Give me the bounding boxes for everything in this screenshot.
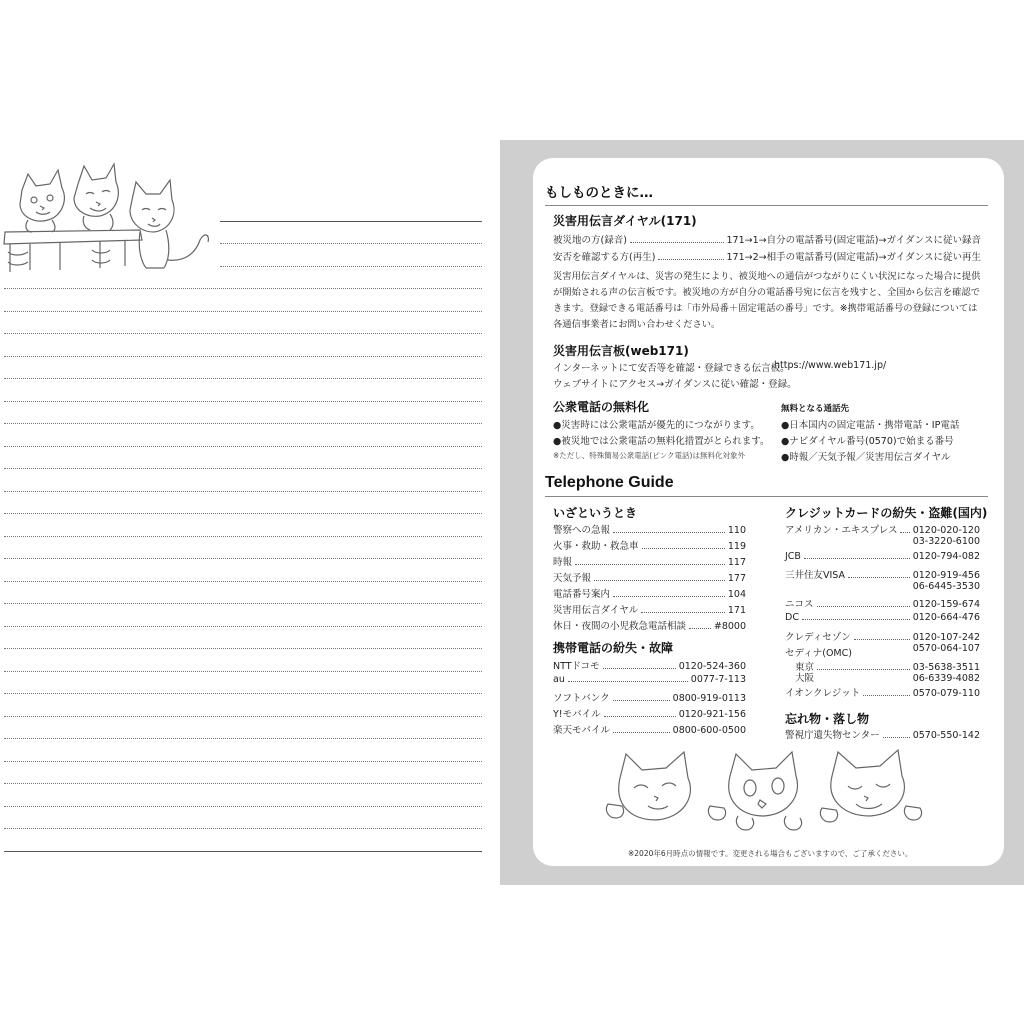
dial-title: 災害用伝言ダイヤル(171) [553,214,697,228]
free-calls-title: 無料となる通話先 [781,404,850,414]
saison-osaka: 大阪 06-6339-4082 [795,673,980,684]
rule-line [4,738,482,739]
rule-line [4,356,482,357]
credit-title: クレジットカードの紛失・盗難(国内) [785,506,988,520]
public-phone-note: ※ただし、特殊簡易公衆電話(ピンク電話)は無料化対象外 [553,451,745,460]
phone-entry: 火事・救助・救急車 119 [553,541,746,552]
public-phone-item: ●被災地では公衆電話の無料化措置がとられます。 [553,436,770,447]
rule-line [4,648,482,649]
phone-entry: クレディセゾン 0120-107-242 0570-064-107 [785,631,980,654]
rule-line [4,671,482,672]
emergency-title: もしものときに… [545,185,653,201]
footnote: ※2020年6月時点の情報です。変更される場合もございますので、ご了承ください。 [628,849,913,858]
phone-entry: 警察への急報 110 [553,525,746,536]
rule-line [4,626,482,627]
phone-entry: ニコス 0120-159-674 [785,598,980,610]
phone-entry: 電話番号案内 104 [553,589,746,600]
rule-line [4,513,482,514]
rule-line [4,446,482,447]
phone-entry: 三井住友VISA 0120-919-456 06-6445-3530 [785,570,980,592]
divider [545,205,988,206]
dial-row-record: 被災地の方(録音) 171→1→自分の電話番号(固定電話)→ガイダンスに従い録音 [553,235,981,246]
phone-entry: JCB 0120-794-082 [785,550,980,562]
rule-line [4,558,482,559]
rule-line [4,423,482,424]
rule-line [4,491,482,492]
phone-entry: NTTドコモ 0120-524-360 [553,661,746,672]
phone-entry: アメリカン・エキスプレス 0120-020-120 03-3220-6100 [785,525,980,547]
free-calls-item: ●日本国内の固定電話・携帯電話・IP電話 [781,420,960,431]
aeon-entry: イオンクレジット 0570-079-110 [785,688,980,699]
saison-label: セディナ(OMC) [785,648,852,659]
dial-row-playback: 安否を確認する方(再生) 171→2→相手の電話番号(固定電話)→ガイダンスに従い再生 [553,252,981,263]
phone-entry: ソフトバンク 0800-919-0113 [553,693,746,704]
rule-line [4,536,482,537]
rule-line [4,603,482,604]
board-url-link[interactable]: https://www.web171.jp/ [774,360,887,371]
phone-entry: 災害用伝言ダイヤル 171 [553,605,746,616]
mobile-title: 携帯電話の紛失・故障 [553,641,674,655]
lost-title: 忘れ物・落し物 [785,712,870,726]
phone-entry: Y!モバイル 0120-921-156 [553,709,746,720]
cats-at-table-illustration [0,160,215,278]
free-calls-item: ●ナビダイヤル番号(0570)で始まる番号 [781,436,954,447]
urgent-title: いざというとき [553,506,638,520]
rule-line [220,266,482,267]
cat-faces-illustration [600,748,930,836]
rule-line-bottom [4,851,482,852]
notes-page [0,0,486,1024]
rule-line [4,761,482,762]
dial-description: 災害用伝言ダイヤルは、災害の発生により、被災地への通信がつながりにくい状況になった場合に提供が開始される声の伝言板です。被災地の方が自分の電話番号宛に伝言を残すと、全国から伝言を確認できます。登録できる電話番号は「市外局番＋固定電話の番号」です。※携帯電話番号の登録については各通信事業者にお問い合わせください。 [553,271,981,330]
rule-line [4,378,482,379]
rule-line-top [220,221,482,222]
phone-entry: au 0077-7-113 [553,674,746,685]
rule-line [4,783,482,784]
rule-line [4,311,482,312]
phone-entry: 天気予報 177 [553,573,746,584]
phone-entry: DC 0120-664-476 [785,612,980,623]
public-phone-title: 公衆電話の無料化 [553,400,650,414]
phone-entry: 時報 117 [553,557,746,568]
rule-line [4,581,482,582]
guide-title: Telephone Guide [545,474,674,491]
rule-line [4,806,482,807]
free-calls-item: ●時報／天気予報／災害用伝言ダイヤル [781,452,951,463]
rule-line [4,468,482,469]
rule-line [4,828,482,829]
phone-entry: 休日・夜間の小児救急電話相談 #8000 [553,621,746,632]
saison-tokyo: 東京 03-5638-3511 [795,662,980,673]
board-line1: インターネットにて安否等を確認・登録できる伝言板。 [553,363,790,374]
divider [545,496,988,497]
rule-line [220,243,482,244]
board-line2: ウェブサイトにアクセス→ガイダンスに従い確認・登録。 [553,379,797,390]
board-title: 災害用伝言板(web171) [553,344,689,358]
rule-line [4,288,482,289]
rule-line [4,333,482,334]
phone-entry: 楽天モバイル 0800-600-0500 [553,725,746,736]
public-phone-item: ●災害時には公衆電話が優先的につながります。 [553,420,760,431]
rule-line [4,401,482,402]
rule-line [4,693,482,694]
rule-line [4,716,482,717]
lost-entry: 警視庁遺失物センター 0570-550-142 [785,730,980,741]
